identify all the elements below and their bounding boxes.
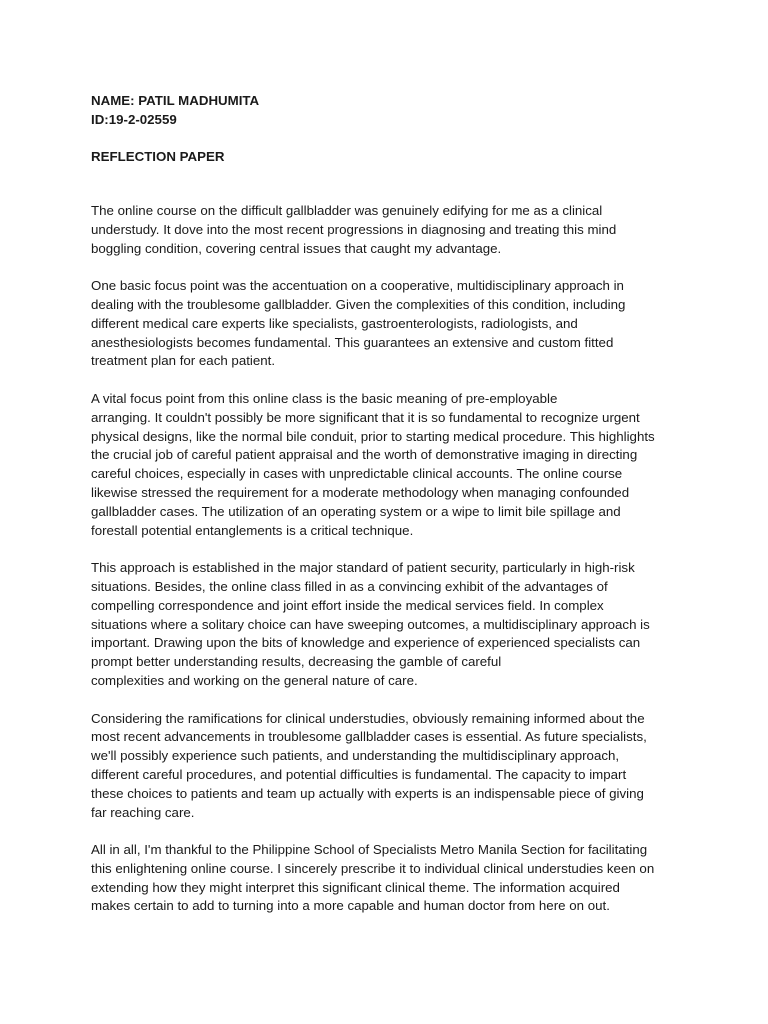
student-id: ID:19-2-02559 [91,112,177,127]
paragraph-6: All in all, I'm thankful to the Philippine School of Specialists Metro Manila Section for facilitating this enlightening online course. I sincerely prescribe it to individual clinical understudies keen on extending how they might interpret this significant clinical theme. The information acquired makes certain to add to turning into a more capable and human doctor from here on out. [91,842,655,914]
author-name: NAME: PATIL MADHUMITA [91,93,260,108]
paragraph-4: This approach is established in the major standard of patient security, particularly in high-risk situations. Besides, the online class filled in as a convincing exhibit of the advantages of compelling correspondence and joint effort inside the medical services field. In complex situations where a solitary choice can have sweeping outcomes, a multidisciplinary approach is important. Drawing upon the bits of knowledge and experience of experienced specialists can prompt better understanding results, decreasing the gamble of careful complexities and working on the general nature of care. [91,560,650,688]
document-body [91,91,691,916]
paragraph-5: Considering the ramifications for clinical understudies, obviously remaining informed about the most recent advancements in troublesome gallbladder cases is essential. As future specialists, we'll possibly experience such patients, and understanding the multidisciplinary approach, different careful procedures, and potential difficulties is fundamental. The capacity to impart these choices to patients and team up actually with experts is an indispensable piece of giving far reaching care. [91,710,647,820]
paragraph-1: The online course on the difficult gallbladder was genuinely edifying for me as a clinical understudy. It dove into the most recent progressions in diagnosing and treating this mind boggling condition, covering central issues that caught my advantage. [91,203,617,256]
paper-title: REFLECTION PAPER [91,149,225,164]
paragraph-2: One basic focus point was the accentuation on a cooperative, multidisciplinary approach in dealing with the troublesome gallbladder. Given the complexities of this condition, including different medical care experts like specialists, gastroenterologists, radiologists, and anesthesiologists becomes fundamental. This guarantees an extensive and custom fitted treatment plan for each patient. [91,278,626,369]
paragraph-3: A vital focus point from this online class is the basic meaning of pre-employable arranging. It couldn't possibly be more significant that it is so fundamental to recognize urgent physical designs, like the normal bile conduit, prior to starting medical procedure. This highlights the crucial job of careful patient appraisal and the worth of demonstrative imaging in directing careful choices, especially in cases with unpredictable clinical accounts. The online course likewise stressed the requirement for a moderate methodology when managing confounded gallbladder cases. The utilization of an operating system or a wipe to limit bile spillage and forestall potential entanglements is a critical technique. [91,390,655,538]
